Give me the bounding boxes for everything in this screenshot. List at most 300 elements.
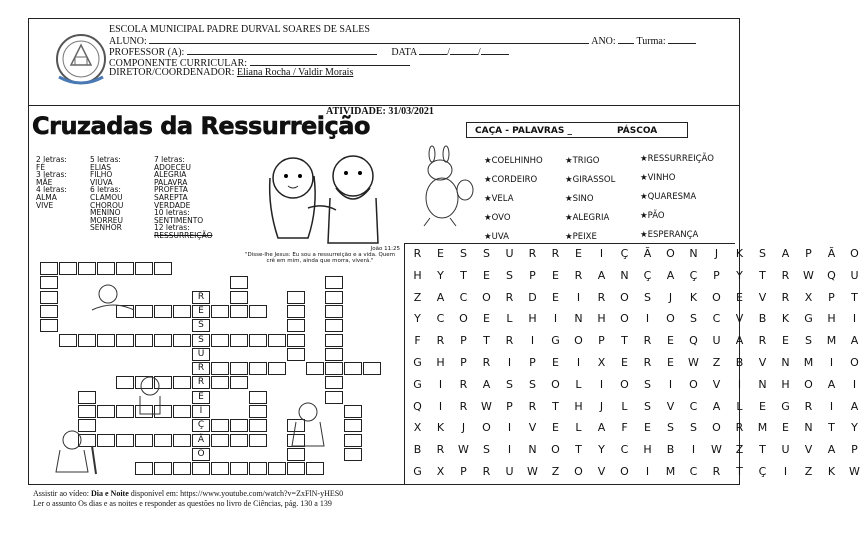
footer-link[interactable]: disponível em: https://www.youtube.com/watch?v=ZxFlN-yHES0 [128, 489, 344, 498]
word-search-letter[interactable]: F [621, 421, 628, 435]
word-search-letter[interactable]: H [781, 377, 790, 391]
crossword-cell[interactable] [40, 291, 58, 304]
word-search-letter[interactable]: R [574, 268, 583, 282]
crossword-cell[interactable] [363, 362, 381, 375]
word-search-letter[interactable]: R [436, 443, 445, 457]
word-search-letter[interactable]: A [597, 268, 606, 282]
crossword-cell[interactable] [325, 305, 343, 318]
crossword-cell-filled[interactable]: Ã [192, 434, 210, 447]
crossword-cell[interactable] [97, 262, 115, 275]
word-search-letter[interactable]: L [506, 312, 513, 326]
crossword-cell[interactable] [249, 462, 267, 475]
word-search-letter[interactable]: H [643, 443, 652, 457]
word-search-letter[interactable]: R [482, 356, 491, 369]
crossword-cell[interactable] [154, 262, 172, 275]
crossword-cell-filled[interactable]: U [192, 348, 210, 361]
word-search-letter[interactable]: X [436, 465, 445, 478]
word-search-letter[interactable]: Z [804, 465, 813, 478]
crossword-cell[interactable] [173, 405, 191, 418]
word-search-letter[interactable]: E [667, 334, 674, 348]
aluno-line[interactable] [149, 34, 589, 44]
word-search-letter[interactable]: Z [712, 356, 721, 369]
word-search-letter[interactable]: R [505, 290, 514, 304]
word-search-letter[interactable]: S [506, 377, 513, 391]
word-search-letter[interactable]: G [551, 334, 560, 348]
word-search-letter[interactable]: K [436, 421, 445, 435]
word-search-letter[interactable]: I [553, 312, 558, 326]
crossword-cell[interactable] [116, 262, 134, 275]
word-search-letter[interactable]: L [621, 399, 628, 413]
crossword-cell[interactable] [249, 362, 267, 375]
word-search-letter[interactable]: C [620, 443, 629, 457]
word-search-letter[interactable]: H [413, 268, 422, 282]
professor-line[interactable] [187, 45, 377, 55]
word-search-letter[interactable]: T [736, 465, 743, 478]
crossword-cell[interactable] [173, 434, 191, 447]
word-search-letter[interactable]: I [645, 312, 650, 326]
crossword-cell[interactable] [211, 305, 229, 318]
word-search-letter[interactable]: I [576, 290, 581, 304]
word-search-letter[interactable]: S [759, 247, 766, 260]
word-search-letter[interactable]: T [851, 290, 858, 304]
word-search-letter[interactable]: Q [689, 334, 698, 348]
word-search-letter[interactable]: Z [551, 465, 560, 478]
crossword-cell[interactable] [211, 362, 229, 375]
word-search-letter[interactable]: U [781, 443, 790, 457]
word-search-letter[interactable]: X [413, 421, 422, 435]
word-search-letter[interactable]: O [850, 247, 859, 260]
word-search-letter[interactable]: B [666, 443, 675, 457]
word-search-letter[interactable]: J [714, 247, 719, 260]
word-search-letter[interactable]: R [804, 399, 813, 413]
crossword-cell[interactable] [230, 291, 248, 304]
word-search-letter[interactable]: E [621, 356, 628, 369]
word-search-letter[interactable]: O [712, 421, 721, 435]
word-search-letter[interactable]: M [803, 356, 814, 369]
word-search-letter[interactable]: S [644, 290, 651, 304]
crossword-cell[interactable] [192, 462, 210, 475]
crossword-cell-filled[interactable]: R [192, 362, 210, 375]
crossword-cell[interactable] [135, 462, 153, 475]
word-search-letter[interactable]: W [803, 268, 814, 282]
crossword-cell[interactable] [135, 334, 153, 347]
word-search-letter[interactable]: C [689, 465, 698, 478]
word-search-letter[interactable]: N [574, 312, 583, 326]
word-search-letter[interactable]: O [459, 312, 468, 326]
word-search-letter[interactable]: A [781, 247, 790, 260]
word-search-letter[interactable]: I [783, 465, 788, 478]
crossword-cell[interactable] [78, 334, 96, 347]
crossword-cell[interactable] [306, 462, 324, 475]
word-search-letter[interactable]: Q [413, 399, 422, 413]
crossword-cell[interactable] [211, 434, 229, 447]
crossword-cell-filled[interactable]: R [192, 291, 210, 304]
word-search-letter[interactable]: Ç [620, 247, 629, 260]
crossword-cell[interactable] [325, 291, 343, 304]
word-search-letter[interactable]: E [552, 268, 559, 282]
word-search-letter[interactable]: J [668, 290, 673, 304]
professor-field[interactable]: PROFESSOR (A): DATA / / [109, 45, 509, 58]
crossword-cell[interactable] [154, 334, 172, 347]
word-search-letter[interactable]: T [828, 421, 835, 435]
word-search-letter[interactable]: M [665, 465, 676, 478]
word-search-letter[interactable]: E [483, 312, 490, 326]
word-search-letter[interactable]: X [597, 356, 606, 369]
crossword-cell[interactable] [40, 262, 58, 275]
crossword-cell[interactable] [287, 305, 305, 318]
crossword-cell[interactable] [344, 405, 362, 418]
word-search-letter[interactable]: G [781, 399, 790, 413]
crossword-cell[interactable] [230, 462, 248, 475]
word-search-letter[interactable]: H [574, 399, 583, 413]
word-search-letter[interactable]: U [505, 465, 514, 478]
word-search-letter[interactable]: P [460, 465, 467, 478]
crossword-cell[interactable] [116, 405, 134, 418]
word-search-letter[interactable]: O [712, 290, 721, 304]
word-search-letter[interactable]: I [668, 377, 673, 391]
word-search-letter[interactable]: R [712, 465, 721, 478]
crossword-cell[interactable] [211, 376, 229, 389]
word-search-letter[interactable]: H [827, 312, 836, 326]
word-search-letter[interactable]: A [827, 377, 836, 391]
crossword-cell-filled[interactable]: O [192, 448, 210, 461]
word-search-letter[interactable]: I [829, 356, 834, 369]
word-search-letter[interactable]: R [643, 334, 652, 348]
word-search-letter[interactable]: K [827, 465, 836, 478]
word-search-letter[interactable]: A [735, 334, 744, 348]
crossword-cell[interactable] [211, 419, 229, 432]
data-day-line[interactable] [419, 45, 447, 55]
word-search-letter[interactable]: P [506, 399, 513, 413]
word-search-letter[interactable]: E [575, 247, 582, 260]
word-search-letter[interactable]: T [759, 268, 766, 282]
crossword-cell-filled[interactable]: I [192, 405, 210, 418]
crossword-cell[interactable] [230, 334, 248, 347]
word-search-letter[interactable]: F [414, 334, 421, 348]
crossword-cell-filled[interactable]: S [192, 319, 210, 332]
crossword-cell-filled[interactable]: Ç [192, 419, 210, 432]
word-search-letter[interactable]: E [667, 356, 674, 369]
crossword-cell[interactable] [230, 419, 248, 432]
word-search-letter[interactable]: C [712, 312, 721, 326]
word-search-letter[interactable]: S [483, 443, 490, 457]
word-search-letter[interactable]: O [666, 247, 675, 260]
crossword-cell[interactable] [40, 305, 58, 318]
crossword-cell[interactable] [325, 276, 343, 289]
word-search-letter[interactable]: O [689, 377, 698, 391]
word-search-letter[interactable]: O [850, 356, 859, 369]
crossword-cell[interactable] [344, 362, 362, 375]
crossword-cell-filled[interactable]: E [192, 305, 210, 318]
word-search-letter[interactable]: G [413, 377, 422, 391]
word-search-letter[interactable]: I [737, 377, 742, 391]
word-search-letter[interactable]: A [482, 377, 491, 391]
word-search-letter[interactable]: H [436, 356, 445, 369]
word-search-letter[interactable]: O [482, 290, 491, 304]
word-search-letter[interactable]: V [804, 443, 813, 457]
word-search-letter[interactable]: E [782, 421, 789, 435]
crossword-cell[interactable] [211, 462, 229, 475]
word-search-letter[interactable]: T [575, 443, 582, 457]
word-search-letter[interactable]: Q [827, 268, 836, 282]
word-search-letter[interactable]: R [781, 290, 790, 304]
componente-line[interactable] [250, 56, 410, 66]
word-search-letter[interactable]: V [597, 465, 606, 478]
word-search-letter[interactable]: E [552, 421, 559, 435]
word-search-letter[interactable]: I [852, 377, 857, 391]
crossword-cell[interactable] [325, 348, 343, 361]
crossword-cell[interactable] [230, 362, 248, 375]
word-search-letter[interactable]: T [483, 334, 490, 348]
word-search-letter[interactable]: L [575, 421, 582, 435]
word-search-letter[interactable]: C [689, 399, 698, 413]
crossword-cell[interactable] [344, 434, 362, 447]
word-search-letter[interactable]: R [758, 334, 767, 348]
word-search-letter[interactable]: Y [736, 268, 743, 282]
word-search-letter[interactable]: E [782, 334, 789, 348]
word-search-letter[interactable]: P [805, 247, 812, 260]
word-search-letter[interactable]: U [850, 268, 859, 282]
word-search-letter[interactable]: P [713, 268, 720, 282]
word-search-letter[interactable]: O [620, 465, 629, 478]
crossword-cell[interactable] [287, 319, 305, 332]
word-search-letter[interactable]: T [552, 399, 559, 413]
word-search-letter[interactable]: O [804, 377, 813, 391]
word-search-letter[interactable]: V [712, 377, 721, 391]
word-search-letter[interactable]: E [644, 421, 651, 435]
word-search-letter[interactable]: B [735, 356, 744, 369]
word-search-letter[interactable]: U [505, 247, 514, 260]
word-search-letter[interactable]: J [599, 399, 604, 413]
word-search-letter[interactable]: N [620, 268, 629, 282]
word-search-letter[interactable]: T [460, 268, 467, 282]
word-search-letter[interactable]: A [436, 290, 445, 304]
word-search-letter[interactable]: R [597, 290, 606, 304]
crossword-cell[interactable] [116, 376, 134, 389]
ano-line[interactable] [618, 34, 634, 44]
word-search-letter[interactable]: V [666, 399, 675, 413]
word-search-letter[interactable]: R [505, 334, 514, 348]
word-search-letter[interactable]: V [758, 356, 767, 369]
word-search-letter[interactable]: E [759, 399, 766, 413]
word-search-letter[interactable]: R [781, 268, 790, 282]
word-search-letter[interactable]: R [643, 356, 652, 369]
word-search-letter[interactable]: K [781, 312, 790, 326]
word-search-letter[interactable]: S [460, 247, 467, 260]
word-search-letter[interactable]: O [551, 443, 560, 457]
word-search-letter[interactable]: K [735, 247, 744, 260]
crossword-cell[interactable] [344, 448, 362, 461]
crossword-cell[interactable] [135, 262, 153, 275]
crossword-cell[interactable] [230, 276, 248, 289]
word-search-letter[interactable]: R [459, 399, 468, 413]
crossword-cell[interactable] [135, 434, 153, 447]
word-search-letter[interactable]: R [528, 399, 537, 413]
word-search-letter[interactable]: E [552, 290, 559, 304]
word-search-letter[interactable]: Ç [689, 268, 698, 282]
crossword-cell[interactable] [325, 319, 343, 332]
word-search-letter[interactable]: I [829, 399, 834, 413]
word-search-letter[interactable]: S [483, 247, 490, 260]
crossword-cell[interactable] [306, 362, 324, 375]
word-search-letter[interactable]: I [507, 443, 512, 457]
crossword-cell[interactable] [154, 305, 172, 318]
word-search-letter[interactable]: R [482, 465, 491, 478]
word-search-letter[interactable]: N [528, 443, 537, 457]
word-search-letter[interactable]: R [528, 247, 537, 260]
word-search-letter[interactable]: V [735, 312, 744, 326]
crossword-cell[interactable] [287, 291, 305, 304]
crossword-cell[interactable] [325, 362, 343, 375]
crossword-cell[interactable] [325, 334, 343, 347]
word-search-letter[interactable]: P [851, 443, 858, 457]
crossword-cell[interactable] [287, 334, 305, 347]
word-search-letter[interactable]: E [552, 356, 559, 369]
word-search-letter[interactable]: K [689, 290, 698, 304]
crossword-cell[interactable] [173, 305, 191, 318]
word-search-letter[interactable]: L [736, 399, 743, 413]
word-search-letter[interactable]: S [644, 399, 651, 413]
word-search-letter[interactable]: G [804, 312, 813, 326]
crossword-cell[interactable] [78, 262, 96, 275]
crossword-cell[interactable] [287, 462, 305, 475]
word-search-letter[interactable]: D [528, 290, 537, 304]
crossword-cell[interactable] [230, 434, 248, 447]
word-search-letter[interactable]: T [759, 443, 766, 457]
data-month-line[interactable] [450, 45, 478, 55]
word-search-letter[interactable]: Ç [758, 465, 767, 478]
word-search-letter[interactable]: A [712, 399, 721, 413]
crossword-cell[interactable] [268, 334, 286, 347]
crossword-cell[interactable] [268, 362, 286, 375]
word-search-letter[interactable]: R [413, 247, 422, 260]
word-search-letter[interactable]: B [413, 443, 422, 457]
crossword-cell[interactable] [211, 334, 229, 347]
word-search-letter[interactable]: S [667, 421, 674, 435]
word-search-letter[interactable]: U [712, 334, 721, 348]
word-search-letter[interactable]: P [598, 334, 605, 348]
word-search-letter[interactable]: W [527, 465, 538, 478]
word-search-letter[interactable]: O [620, 290, 629, 304]
word-search-letter[interactable]: A [597, 421, 606, 435]
word-search-letter[interactable]: S [506, 268, 513, 282]
crossword-cell-filled[interactable]: R [192, 376, 210, 389]
data-year-line[interactable] [481, 45, 509, 55]
word-search-letter[interactable]: M [757, 421, 768, 435]
word-search-letter[interactable]: O [574, 465, 583, 478]
crossword-cell[interactable] [230, 376, 248, 389]
crossword-cell[interactable] [249, 434, 267, 447]
word-search-letter[interactable]: Z [413, 290, 422, 304]
word-search-letter[interactable]: I [507, 421, 512, 435]
crossword-cell[interactable] [173, 462, 191, 475]
crossword-cell[interactable] [230, 305, 248, 318]
word-search-letter[interactable]: W [849, 465, 860, 478]
crossword-cell[interactable] [249, 405, 267, 418]
turma-line[interactable] [668, 34, 696, 44]
word-search-letter[interactable]: I [530, 334, 535, 348]
word-search-letter[interactable]: S [690, 421, 697, 435]
word-search-letter[interactable]: I [852, 312, 857, 326]
word-search-letter[interactable]: S [805, 334, 812, 348]
word-search-letter[interactable]: O [574, 334, 583, 348]
word-search-letter[interactable]: Y [851, 421, 858, 435]
crossword-cell-filled[interactable]: S [192, 334, 210, 347]
word-search-letter[interactable]: G [413, 356, 422, 369]
word-search-letter[interactable]: W [711, 443, 722, 457]
word-search-letter[interactable]: O [482, 421, 491, 435]
crossword-cell[interactable] [40, 276, 58, 289]
word-search-letter[interactable]: C [459, 290, 468, 304]
word-search-letter[interactable]: I [507, 356, 512, 369]
word-search-letter[interactable]: Z [735, 443, 744, 457]
word-search-letter[interactable]: S [644, 377, 651, 391]
word-search-letter[interactable]: G [413, 465, 422, 478]
word-search-letter[interactable]: O [620, 377, 629, 391]
word-search-letter[interactable]: Y [414, 312, 421, 326]
word-search-letter[interactable]: M [826, 334, 837, 348]
crossword-cell[interactable] [59, 262, 77, 275]
word-search-letter[interactable]: O [551, 377, 560, 391]
crossword-cell[interactable] [116, 434, 134, 447]
crossword-cell[interactable] [173, 334, 191, 347]
word-search-letter[interactable]: T [621, 334, 628, 348]
word-search-letter[interactable]: N [804, 421, 813, 435]
word-search-letter[interactable]: H [528, 312, 537, 326]
word-search-letter[interactable]: E [437, 247, 444, 260]
crossword-cell[interactable] [249, 419, 267, 432]
word-search-letter[interactable]: Ã [827, 247, 836, 260]
word-search-letter[interactable]: N [689, 247, 698, 260]
crossword-cell[interactable] [287, 348, 305, 361]
word-search-letter[interactable]: I [599, 247, 604, 260]
word-search-letter[interactable]: W [458, 443, 469, 457]
crossword-cell[interactable] [40, 319, 58, 332]
word-search-letter[interactable]: I [645, 465, 650, 478]
word-search-letter[interactable]: P [828, 290, 835, 304]
word-search-letter[interactable]: Ç [643, 268, 652, 282]
word-search-letter[interactable]: C [436, 312, 445, 326]
word-search-letter[interactable]: V [758, 290, 767, 304]
crossword-cell[interactable] [154, 462, 172, 475]
word-search-letter[interactable]: R [459, 377, 468, 391]
crossword-cell[interactable] [173, 376, 191, 389]
word-search-letter[interactable]: P [529, 356, 536, 369]
word-search-letter[interactable]: L [575, 377, 582, 391]
word-search-letter[interactable]: E [736, 290, 743, 304]
word-search-letter[interactable]: I [438, 399, 443, 413]
word-search-letter[interactable]: A [850, 399, 859, 413]
word-search-letter[interactable]: R [551, 247, 560, 260]
word-search-letter[interactable]: Ã [643, 247, 652, 260]
crossword-cell[interactable] [344, 419, 362, 432]
word-search-letter[interactable]: I [438, 377, 443, 391]
word-search-letter[interactable]: W [481, 399, 492, 413]
word-search-letter[interactable]: O [620, 312, 629, 326]
crossword-cell[interactable] [59, 334, 77, 347]
word-search-letter[interactable]: O [666, 312, 675, 326]
word-search-letter[interactable]: P [460, 334, 467, 348]
crossword-cell[interactable] [249, 305, 267, 318]
word-search-letter[interactable]: X [804, 290, 813, 304]
crossword-cell[interactable] [249, 334, 267, 347]
word-search-letter[interactable]: R [735, 421, 744, 435]
word-search-letter[interactable]: Y [598, 443, 605, 457]
crossword-cell[interactable] [116, 334, 134, 347]
word-search-letter[interactable]: H [597, 312, 606, 326]
word-search-letter[interactable]: R [436, 334, 445, 348]
word-search-letter[interactable]: I [599, 377, 604, 391]
